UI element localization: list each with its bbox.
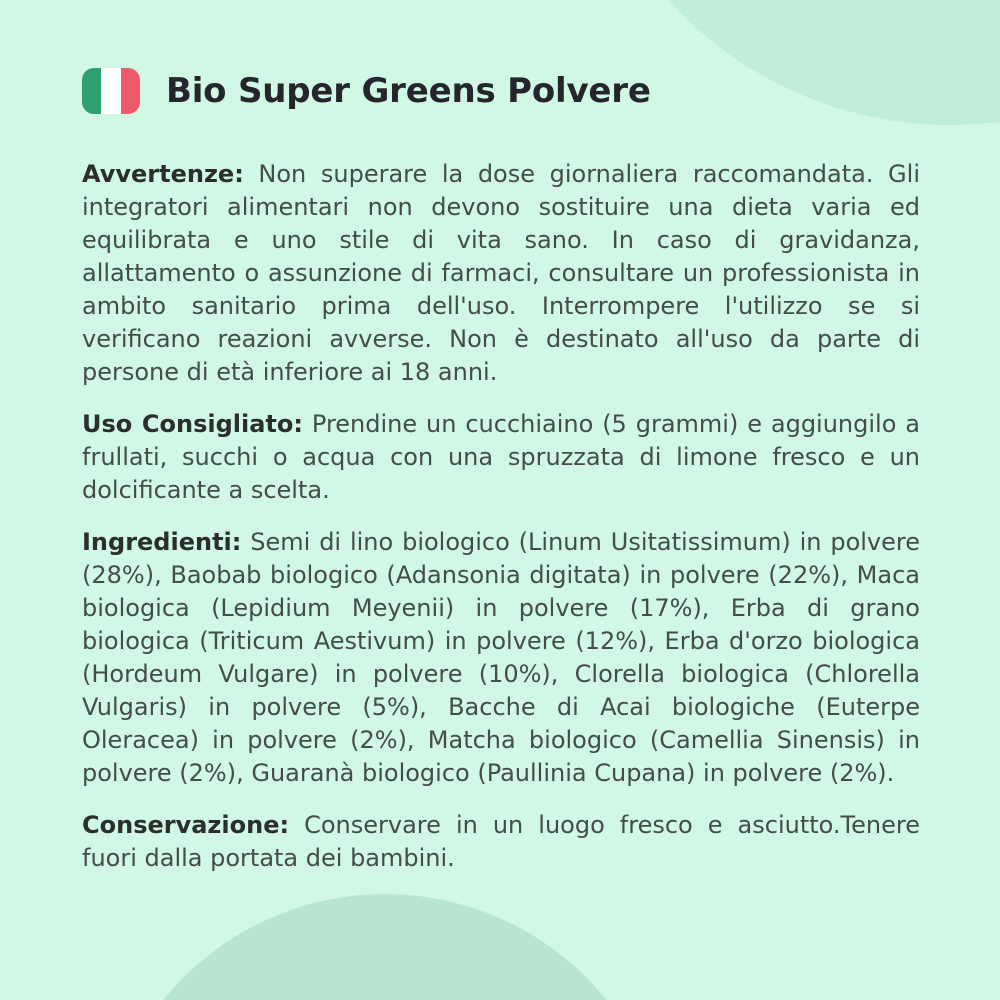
decorative-circle-bottom-left <box>100 894 670 1000</box>
section-avvertenze-text: Non superare la dose giornaliera raccomandata. Gli integratori alimentari non devono sostituire una dieta varia ed equilibrata e uno stile di vita sano. In caso di gravidanza, allattamento o assunzione di farmaci, consultare un professionista in ambito sanitario prima dell'uso. Interrompere l'utilizzo se si verificano reazioni avverse. Non è destinato all'uso da parte di persone di età inferiore ai 18 anni. <box>82 160 920 386</box>
section-ingredienti-label: Ingredienti: <box>82 528 242 556</box>
section-conservazione <box>82 809 920 875</box>
section-avvertenze <box>82 158 920 389</box>
italy-flag-icon <box>82 68 140 114</box>
section-ingredienti-text: Semi di lino biologico (Linum Usitatissimum) in polvere (28%), Baobab biologico (Adansonia digitata) in polvere (22%), Maca biologica (Lepidium Meyenii) in polvere (17%), Erba di grano biologica (Triticum Aestivum) in polvere (12%), Erba d'orzo biologica (Hordeum Vulgare) in polvere (10%), Clorella biologica (Chlorella Vulgaris) in polvere (5%), Bacche di Acai biologiche (Euterpe Oleracea) in polvere (2%), Matcha biologico (Camellia Sinensis) in polvere (2%), Guaranà biologico (Paullinia Cupana) in polvere (2%). <box>82 528 920 787</box>
section-uso-consigliato-text: Prendine un cucchiaino (5 grammi) e aggiungilo a frullati, succhi o acqua con una spruzzata di limone fresco e un dolcificante a scelta. <box>82 410 921 504</box>
section-uso-consigliato-label: Uso Consigliato: <box>82 410 303 438</box>
flag-green-stripe <box>82 68 101 114</box>
section-conservazione-text: Conservare in un luogo fresco e asciutto.Tenere fuori dalla portata dei bambini. <box>82 811 920 872</box>
section-uso-consigliato <box>82 408 920 507</box>
flag-white-stripe <box>101 68 120 114</box>
section-conservazione-label: Conservazione: <box>82 811 290 839</box>
flag-red-stripe <box>121 68 140 114</box>
header <box>82 68 920 114</box>
content-panel <box>82 68 920 894</box>
section-avvertenze-label: Avvertenze: <box>82 160 244 188</box>
page-title: Bio Super Greens Polvere <box>166 71 651 111</box>
section-ingredienti <box>82 526 920 790</box>
